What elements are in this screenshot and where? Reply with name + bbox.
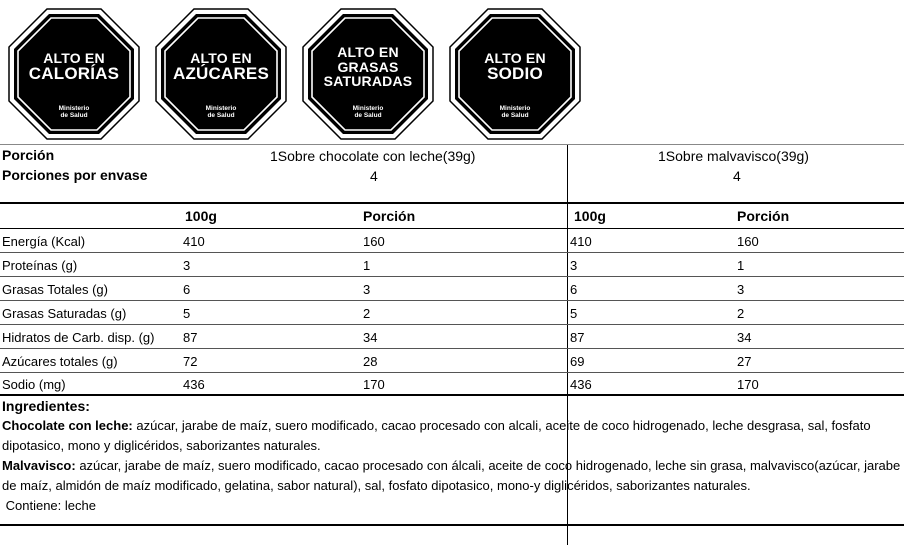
contains-allergen: Contiene: leche [2,498,96,513]
ingredients-chocolate-label: Chocolate con leche: [2,418,133,433]
seal-line: ALTO EN [190,49,252,66]
table-cell: 410 [183,234,205,249]
table-cell: 87 [570,330,585,345]
table-cell: 170 [363,377,385,392]
row-divider [0,372,904,373]
table-cell: 3 [570,258,578,273]
ingredients-chocolate-text: azúcar, jarabe de maíz, suero modificado, cacao procesado con alcali, aceite de coco hidrogenado, leche desgrasa, sal, fosfato dipotasico, mono y diglicéridos, saborizantes naturales. [2,418,871,453]
seal-line: SODIO [487,64,543,84]
row-divider [0,252,904,253]
table-cell: 160 [737,234,759,249]
table-cell: 28 [363,354,378,369]
table-cell: 436 [570,377,592,392]
table-cell: 6 [183,282,191,297]
row-divider [0,276,904,277]
table-cell: 69 [570,354,585,369]
servings-label: Porciones por envase [2,167,148,183]
seal-line: AZÚCARES [172,64,270,84]
table-row-label: Sodio (mg) [2,377,66,392]
portion-label: Porción [2,147,55,163]
ingredients-malvavisco-label: Malvavisco: [2,458,76,473]
table-cell: 27 [737,354,752,369]
seal-ministry-line: Ministerio [205,105,237,112]
col-header-100g: 100g [574,208,606,224]
product1-servings: 4 [370,168,378,184]
table-cell: 6 [570,282,578,297]
table-row-label: Energía (Kcal) [2,234,86,249]
seal-ministry-line: Ministerio [499,105,531,112]
table-row-label: Grasas Totales (g) [2,282,108,297]
table-cell: 3 [737,282,745,297]
warning-seals [0,8,600,143]
row-divider [0,348,904,349]
seal-ministry-line: de Salud [354,111,382,119]
table-cell: 436 [183,377,205,392]
table-row-label: Azúcares totales (g) [2,354,118,369]
ingredients-title: Ingredientes: [2,398,90,414]
product2-portion: 1Sobre malvavisco(39g) [658,148,809,164]
seal-line: CALORÍAS [28,64,120,84]
table-cell: 3 [363,282,371,297]
table-cell: 410 [570,234,592,249]
table-cell: 34 [737,330,752,345]
divider [0,202,904,204]
seal-ministry-line: Ministerio [58,105,90,112]
divider [0,228,904,229]
divider [0,524,904,526]
ingredients-malvavisco-text: azúcar, jarabe de maíz, suero modificado, cacao procesado con álcali, aceite de coco hidrogenado, leche sin grasa, malvavisco(azúcar, jarabe de maíz, almidón de maíz modificado, gelatina, sabor natural), sal, fosfato dipotasico, mono-y diglicéridos, saborizantes naturales. [2,458,901,493]
seal-line: ALTO EN [337,43,399,60]
table-cell: 87 [183,330,198,345]
seal-ministry-line: Ministerio [352,105,384,112]
table-cell: 2 [363,306,371,321]
seal-line: ALTO EN [484,49,546,66]
seal-calorias [8,8,140,140]
table-cell: 5 [183,306,191,321]
seal-line: SATURADAS [323,73,413,90]
seal-line: GRASAS [337,58,399,75]
seal-ministry-line: de Salud [60,111,88,119]
ingredients-chocolate [2,416,902,456]
seal-ministry-line: de Salud [501,111,529,119]
table-row-label: Grasas Saturadas (g) [2,306,127,321]
seal-grasas-saturadas [302,8,434,140]
table-cell: 1 [737,258,745,273]
table-cell: 3 [183,258,191,273]
row-divider [0,324,904,325]
table-row-label: Proteínas (g) [2,258,78,273]
table-cell: 34 [363,330,378,345]
seal-azucares [155,8,287,140]
col-header-portion: Porción [737,208,790,224]
product2-servings: 4 [733,168,741,184]
seal-sodio [449,8,581,140]
ingredients-malvavisco [2,456,902,496]
seal-line: ALTO EN [43,49,105,66]
table-cell: 170 [737,377,759,392]
ingredients-section [2,396,902,516]
seal-ministry-line: de Salud [207,111,235,119]
table-cell: 72 [183,354,198,369]
col-header-100g: 100g [185,208,217,224]
table-row-label: Hidratos de Carb. disp. (g) [2,330,155,345]
table-cell: 1 [363,258,371,273]
product1-portion: 1Sobre chocolate con leche(39g) [270,148,476,164]
table-cell: 5 [570,306,578,321]
row-divider [0,300,904,301]
table-cell: 160 [363,234,385,249]
divider [0,144,904,145]
col-header-portion: Porción [363,208,416,224]
table-cell: 2 [737,306,745,321]
